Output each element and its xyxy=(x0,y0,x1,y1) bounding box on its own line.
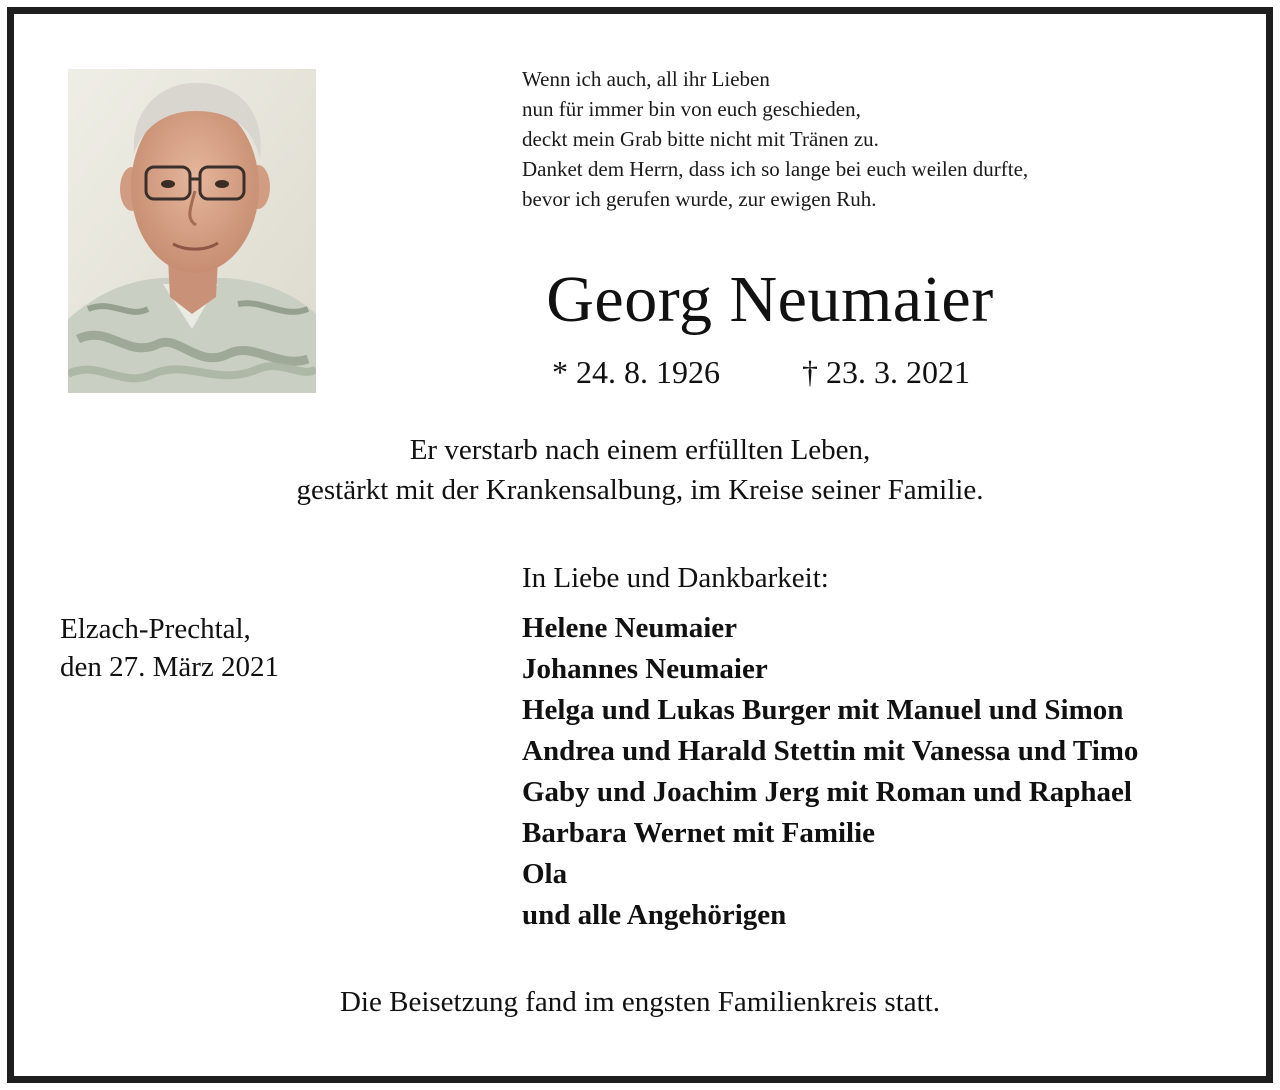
mourner-name: und alle Angehörigen xyxy=(522,899,787,931)
poem-line: bevor ich gerufen wurde, zur ewigen Ruh. xyxy=(522,187,877,211)
birth-date: * 24. 8. 1926 xyxy=(552,354,720,390)
mourners-list xyxy=(522,608,1242,936)
mourner-name: Barbara Wernet mit Familie xyxy=(522,817,876,849)
poem-line: nun für immer bin von euch geschieden, xyxy=(522,97,861,121)
mourner-name: Helene Neumaier xyxy=(522,612,738,644)
date-line: den 27. März 2021 xyxy=(60,651,280,683)
mourner-name: Helga und Lukas Burger mit Manuel und Simon xyxy=(522,694,1124,726)
mourner-name: Gaby und Joachim Jerg mit Roman und Raphael xyxy=(522,776,1132,808)
gratitude-line: In Liebe und Dankbarkeit: xyxy=(522,562,829,594)
portrait-photo xyxy=(68,69,316,393)
poem-line: deckt mein Grab bitte nicht mit Tränen zu. xyxy=(522,127,879,151)
deceased-name: Georg Neumaier xyxy=(546,263,994,336)
statement-line: Er verstarb nach einem erfüllten Leben, xyxy=(409,434,871,466)
mourner-name: Johannes Neumaier xyxy=(522,653,768,685)
poem xyxy=(522,64,1222,214)
poem-line: Wenn ich auch, all ihr Lieben xyxy=(522,67,770,91)
poem-line: Danket dem Herrn, dass ich so lange bei euch weilen durfte, xyxy=(522,157,1029,181)
death-statement xyxy=(140,430,1140,510)
mourner-name: Andrea und Harald Stettin mit Vanessa und Timo xyxy=(522,735,1139,767)
place-line: Elzach-Prechtal, xyxy=(60,613,251,645)
death-date: † 23. 3. 2021 xyxy=(802,354,970,390)
mourner-name: Ola xyxy=(522,858,568,890)
burial-note: Die Beisetzung fand im engsten Familienkreis statt. xyxy=(339,986,940,1018)
statement-line: gestärkt mit der Krankensalbung, im Kreise seiner Familie. xyxy=(296,474,984,506)
place-and-date xyxy=(60,610,480,686)
